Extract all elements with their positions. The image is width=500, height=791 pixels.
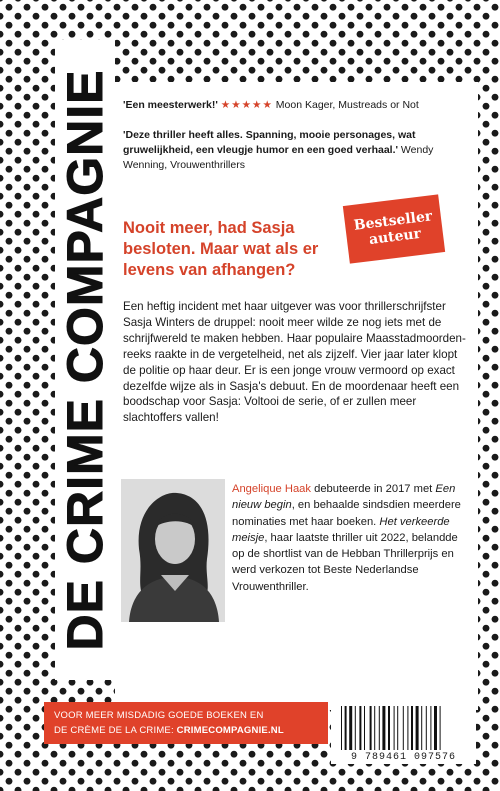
website-link[interactable]: CRIMECOMPAGNIE.NL [176, 725, 284, 736]
bio-book-title-2: Het verkeerde meisje [232, 515, 450, 544]
barcode-bar [397, 706, 398, 750]
review-2 [123, 128, 468, 173]
isbn-number: 9 789461 097576 [350, 752, 456, 763]
barcode-bar [407, 706, 408, 750]
banner-line-1: VOOR MEER MISDADIG GOEDE BOEKEN EN [54, 710, 264, 721]
review-1-quote: 'Een meesterwerk!' [123, 99, 218, 111]
barcode-bar [426, 706, 427, 750]
barcode-bar [388, 706, 390, 750]
author-portrait-icon [121, 479, 225, 622]
barcode-bar [370, 706, 372, 750]
banner-line-2-prefix: DE CRÈME DE LA CRIME: [54, 725, 177, 736]
barcode-bar [403, 706, 404, 750]
barcode-bar [374, 706, 375, 750]
barcode-bar [364, 706, 365, 750]
bio-text-1: debuteerde in 2017 met [311, 483, 436, 495]
barcode-bar [430, 706, 431, 750]
barcode-bars-icon [331, 702, 476, 752]
barcode-bar [434, 706, 437, 750]
blurb: Een heftig incident met haar uitgever was voor thrillerschrijfster Sasja Winters de druppel: nooit meer wilde ze nog iets met de schrijfwereld te maken hebben. Haar populaire Maasstadmoordenreeks raakte in de vergetelheid, net als zijzelf. Vier jaar later klopt de politie op haar deur. Er is een jonge vrouw vermoord op exact dezelfde wijze als in Sasja's debuut. En de moordenaar heeft een boodschap voor Sasja: Voltooi de serie, of er zullen meer slachtoffers vallen! [123, 300, 466, 425]
lead-text: Nooit meer, had Sasja besloten. Maar wat als er levens van afhangen? [123, 219, 319, 279]
barcode-bar [349, 706, 352, 750]
spine-title-block [55, 40, 115, 680]
barcode-bar [341, 706, 342, 750]
author-bio [232, 481, 472, 595]
barcode-bar [394, 706, 395, 750]
review-1-source: Moon Kager, Mustreads or Not [275, 99, 419, 111]
barcode-bar [359, 706, 361, 750]
banner-line-2 [54, 725, 284, 736]
bestseller-badge [343, 194, 445, 263]
barcode-bar [355, 706, 356, 750]
author-photo [121, 479, 225, 622]
bio-text-3: , haar laatste thriller uit 2022, belandde op de shortlist van de Hebban Thrillerprijs en werd verkozen tot Beste Nederlandse Vrouwenthriller. [232, 531, 458, 593]
barcode-bar [379, 706, 380, 750]
author-name: Angelique Haak [232, 483, 311, 495]
barcode-bar [416, 706, 419, 750]
barcode-bar [411, 706, 413, 750]
barcode-bar [382, 706, 385, 750]
barcode-bar [440, 706, 441, 750]
review-1 [123, 98, 468, 113]
bio-book-title-1: Een nieuw begin [232, 483, 456, 512]
badge-label: Bestseller auteur [352, 208, 434, 249]
review-2-source: Wendy Wenning, Vrouwenthrillers [123, 144, 434, 171]
barcode-bar [421, 706, 422, 750]
bio-text-2: , en behaalde sindsdien meerdere nominaties met haar boeken. [232, 499, 461, 528]
review-2-quote: 'Deze thriller heeft alles. Spanning, mooie personages, wat gruwelijkheid, een vleugje humor en een goed verhaal.' [123, 129, 416, 156]
barcode-bar [345, 706, 347, 750]
spine-title: DE CRIME COMPAGNIE [57, 69, 113, 651]
star-icon: ★★★★★ [220, 99, 273, 111]
publisher-banner [44, 702, 328, 744]
